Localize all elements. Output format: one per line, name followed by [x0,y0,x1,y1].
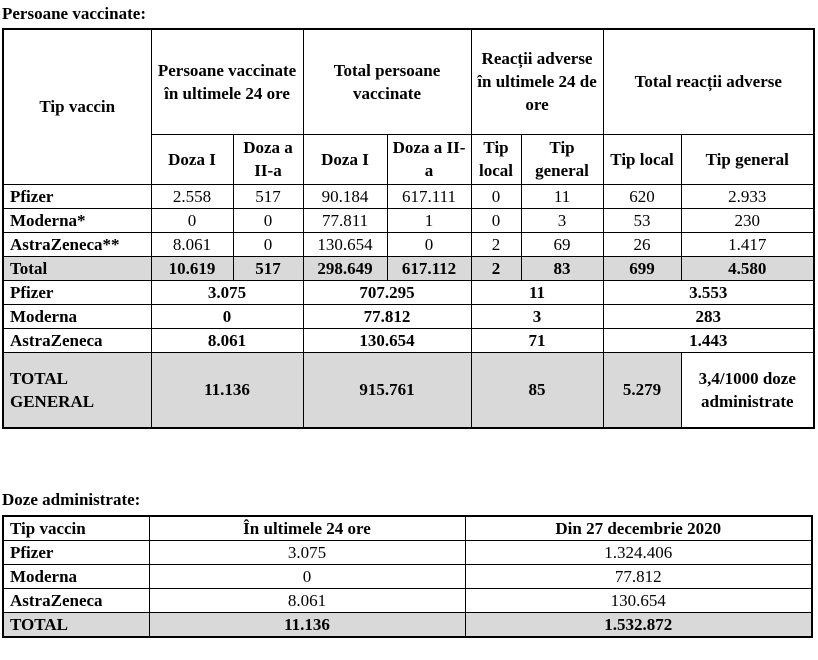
cell: 130.654 [465,589,812,613]
table-row [3,208,814,232]
sub-doza1-24h: Doza I [151,134,233,184]
row-name: Total [3,256,151,280]
merged-row [3,328,814,352]
sub-local-24h: Tip local [471,134,521,184]
row-name: Moderna [3,304,151,328]
cell: 69 [521,232,603,256]
cell: 77.811 [303,208,387,232]
cell: 283 [603,304,814,328]
cell: 71 [471,328,603,352]
cell: 53 [603,208,681,232]
cell: 0 [233,208,303,232]
cell: 3 [521,208,603,232]
header-tip-vaccin: Tip vaccin [3,516,149,541]
cell: 85 [471,352,603,428]
cell: 10.619 [151,256,233,280]
cell: 1.443 [603,328,814,352]
cell: 1.324.406 [465,541,812,565]
sub-doza2-24h: Doza a II-a [233,134,303,184]
cell: 1.417 [681,232,814,256]
cell: 77.812 [303,304,471,328]
cell: 5.279 [603,352,681,428]
cell: 2 [471,256,521,280]
cell: 2 [471,232,521,256]
cell: 3.075 [151,280,303,304]
cell: 3.075 [149,541,465,565]
cell: 83 [521,256,603,280]
cell: 3.553 [603,280,814,304]
row-name: AstraZeneca** [3,232,151,256]
doze-administrate-table [2,515,813,638]
cell: 0 [151,208,233,232]
cell: 8.061 [151,328,303,352]
cell: 11.136 [151,352,303,428]
row-name: Pfizer [3,280,151,304]
cell: 4.580 [681,256,814,280]
row-name: Pfizer [3,541,149,565]
cell: 8.061 [151,232,233,256]
row-name: AstraZeneca [3,328,151,352]
persoane-vaccinate-table [2,28,815,429]
table-row [3,232,814,256]
cell: 2.933 [681,184,814,208]
cell: 0 [471,208,521,232]
header-since: Din 27 decembrie 2020 [465,516,812,541]
total-general-row [3,352,814,428]
header-reactii-24h: Reacții adverse în ultimele 24 de ore [471,29,603,134]
cell: 517 [233,256,303,280]
cell: 1.532.872 [465,613,812,638]
cell: 707.295 [303,280,471,304]
cell: 230 [681,208,814,232]
cell: 11 [471,280,603,304]
row-name: AstraZeneca [3,589,149,613]
cell: 130.654 [303,328,471,352]
cell: 8.061 [149,589,465,613]
cell: 0 [151,304,303,328]
header-total-reactii: Total reacții adverse [603,29,814,134]
cell: 0 [387,232,471,256]
cell: 130.654 [303,232,387,256]
merged-row [3,304,814,328]
header-persoane-24h: Persoane vaccinate în ultimele 24 ore [151,29,303,134]
header-total-persoane: Total persoane vaccinate [303,29,471,134]
table-row [3,541,812,565]
header-24h: În ultimele 24 ore [149,516,465,541]
cell: 617.112 [387,256,471,280]
table-row [3,184,814,208]
header-tip-vaccin: Tip vaccin [3,29,151,184]
sub-doza2-total: Doza a II-a [387,134,471,184]
total-row [3,256,814,280]
cell: 77.812 [465,565,812,589]
merged-row [3,280,814,304]
section-title-doze: Doze administrate: [2,490,141,509]
cell: 517 [233,184,303,208]
sub-local-total: Tip local [603,134,681,184]
cell: 617.111 [387,184,471,208]
cell: 11 [521,184,603,208]
sub-general-total: Tip general [681,134,814,184]
cell: 0 [471,184,521,208]
cell: 0 [149,565,465,589]
cell: 26 [603,232,681,256]
cell: 0 [233,232,303,256]
cell: 3 [471,304,603,328]
table-row [3,565,812,589]
row-name: Moderna* [3,208,151,232]
sub-general-24h: Tip general [521,134,603,184]
row-name: TOTAL [3,613,149,638]
sub-doza1-total: Doza I [303,134,387,184]
cell: 90.184 [303,184,387,208]
row-name: Moderna [3,565,149,589]
cell: 11.136 [149,613,465,638]
total-row [3,613,812,638]
row-name: Pfizer [3,184,151,208]
table-row [3,589,812,613]
cell: 1 [387,208,471,232]
cell: 298.649 [303,256,387,280]
cell: 620 [603,184,681,208]
cell: 2.558 [151,184,233,208]
cell: 699 [603,256,681,280]
cell: 915.761 [303,352,471,428]
section-title-persoane: Persoane vaccinate: [2,4,146,23]
cell-rate: 3,4/1000 doze administrate [681,352,814,428]
row-name: TOTAL GENERAL [3,352,151,428]
